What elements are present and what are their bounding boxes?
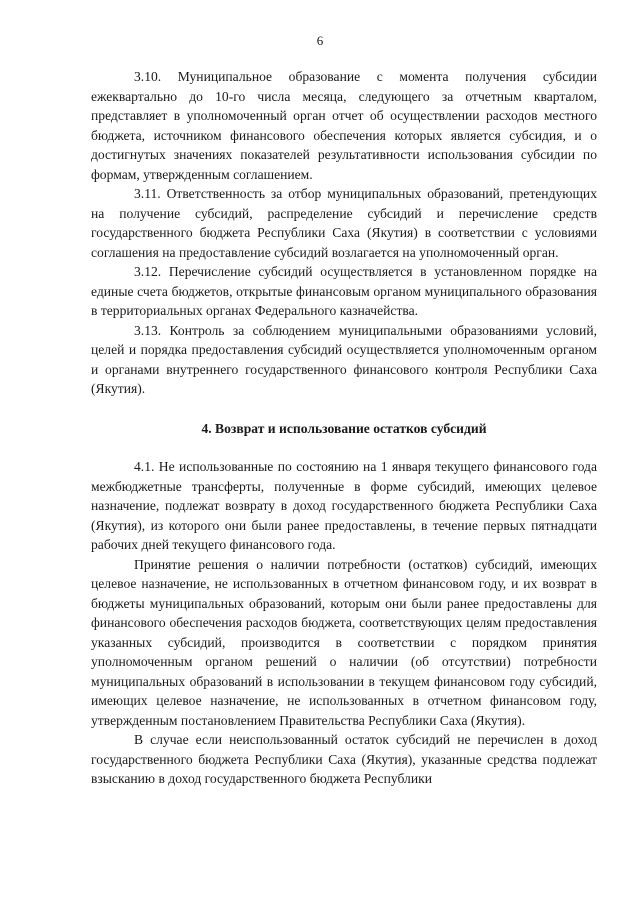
paragraph-4-1: 4.1. Не использованные по состоянию на 1 января текущего финансового года межбюджетные трансферты, полученные в форме субсидий, имеющих целевое назначение, подлежат возврату в доход государственного бюджета Республики Саха (Якутия), из которого они были ранее предоставлены, в течение первых пятнадцати рабочих дней текущего финансового года. [91, 459, 597, 552]
document-body [91, 67, 597, 789]
section-4-heading: 4. Возврат и использование остатков субсидий [201, 420, 487, 436]
paragraph-3-13: 3.13. Контроль за соблюдением муниципальными образованиями условий, целей и порядка предоставления субсидий осуществляется уполномоченным органом и органами внутреннего государственного финансового контроля Республики Саха (Якутия). [91, 322, 597, 396]
paragraph-3-11: 3.11. Ответственность за отбор муниципальных образований, претендующих на получение субсидий, распределение субсидий и перечисление средств государственного бюджета Республики Саха (Якутия) в соответствии с условиями соглашения на предоставление субсидий возлагается на уполномоченный орган. [91, 186, 597, 260]
paragraph-3-12: 3.12. Перечисление субсидий осуществляется в установленном порядке на единые счета бюджетов, открытые финансовым органом муниципального образования в территориальных органах Федерального казначейства. [91, 264, 597, 318]
spacer [91, 438, 597, 457]
paragraph-4-1-recovery: В случае если неиспользованный остаток субсидий не перечислен в доход государственного бюджета Республики Саха (Якутия), указанные средства подлежат взысканию в доход государственного бюджета Республики [91, 732, 597, 786]
paragraph-3-10: 3.10. Муниципальное образование с момента получения субсидии ежеквартально до 10-го числа месяца, следующего за отчетным кварталом, представляет в уполномоченный орган отчет об осуществлении расходов местного бюджета, источником финансового обеспечения которых является субсидия, и о достигнутых значениях показателей результативности использования субсидии по формам, утвержденным соглашением. [91, 69, 597, 182]
spacer [91, 399, 597, 419]
page-number: 6 [316, 33, 324, 48]
paragraph-4-1-decision: Принятие решения о наличии потребности (остатков) субсидий, имеющих целевое назначение, не использованных в отчетном финансовом году, и их возврат в бюджеты муниципальных образований, которым они были ранее предоставлены для финансового обеспечения расходов бюджета, соответствующих целям предоставления указанных субсидий, производится в соответствии с порядком принятия уполномоченным органом решений о наличии (об отсутствии) потребности муниципальных образований в использовании в текущем финансовом году субсидий, имеющих целевое назначение, не использованных в отчетном финансовом году, утвержденным постановлением Правительства Республики Саха (Якутия). [91, 556, 597, 728]
